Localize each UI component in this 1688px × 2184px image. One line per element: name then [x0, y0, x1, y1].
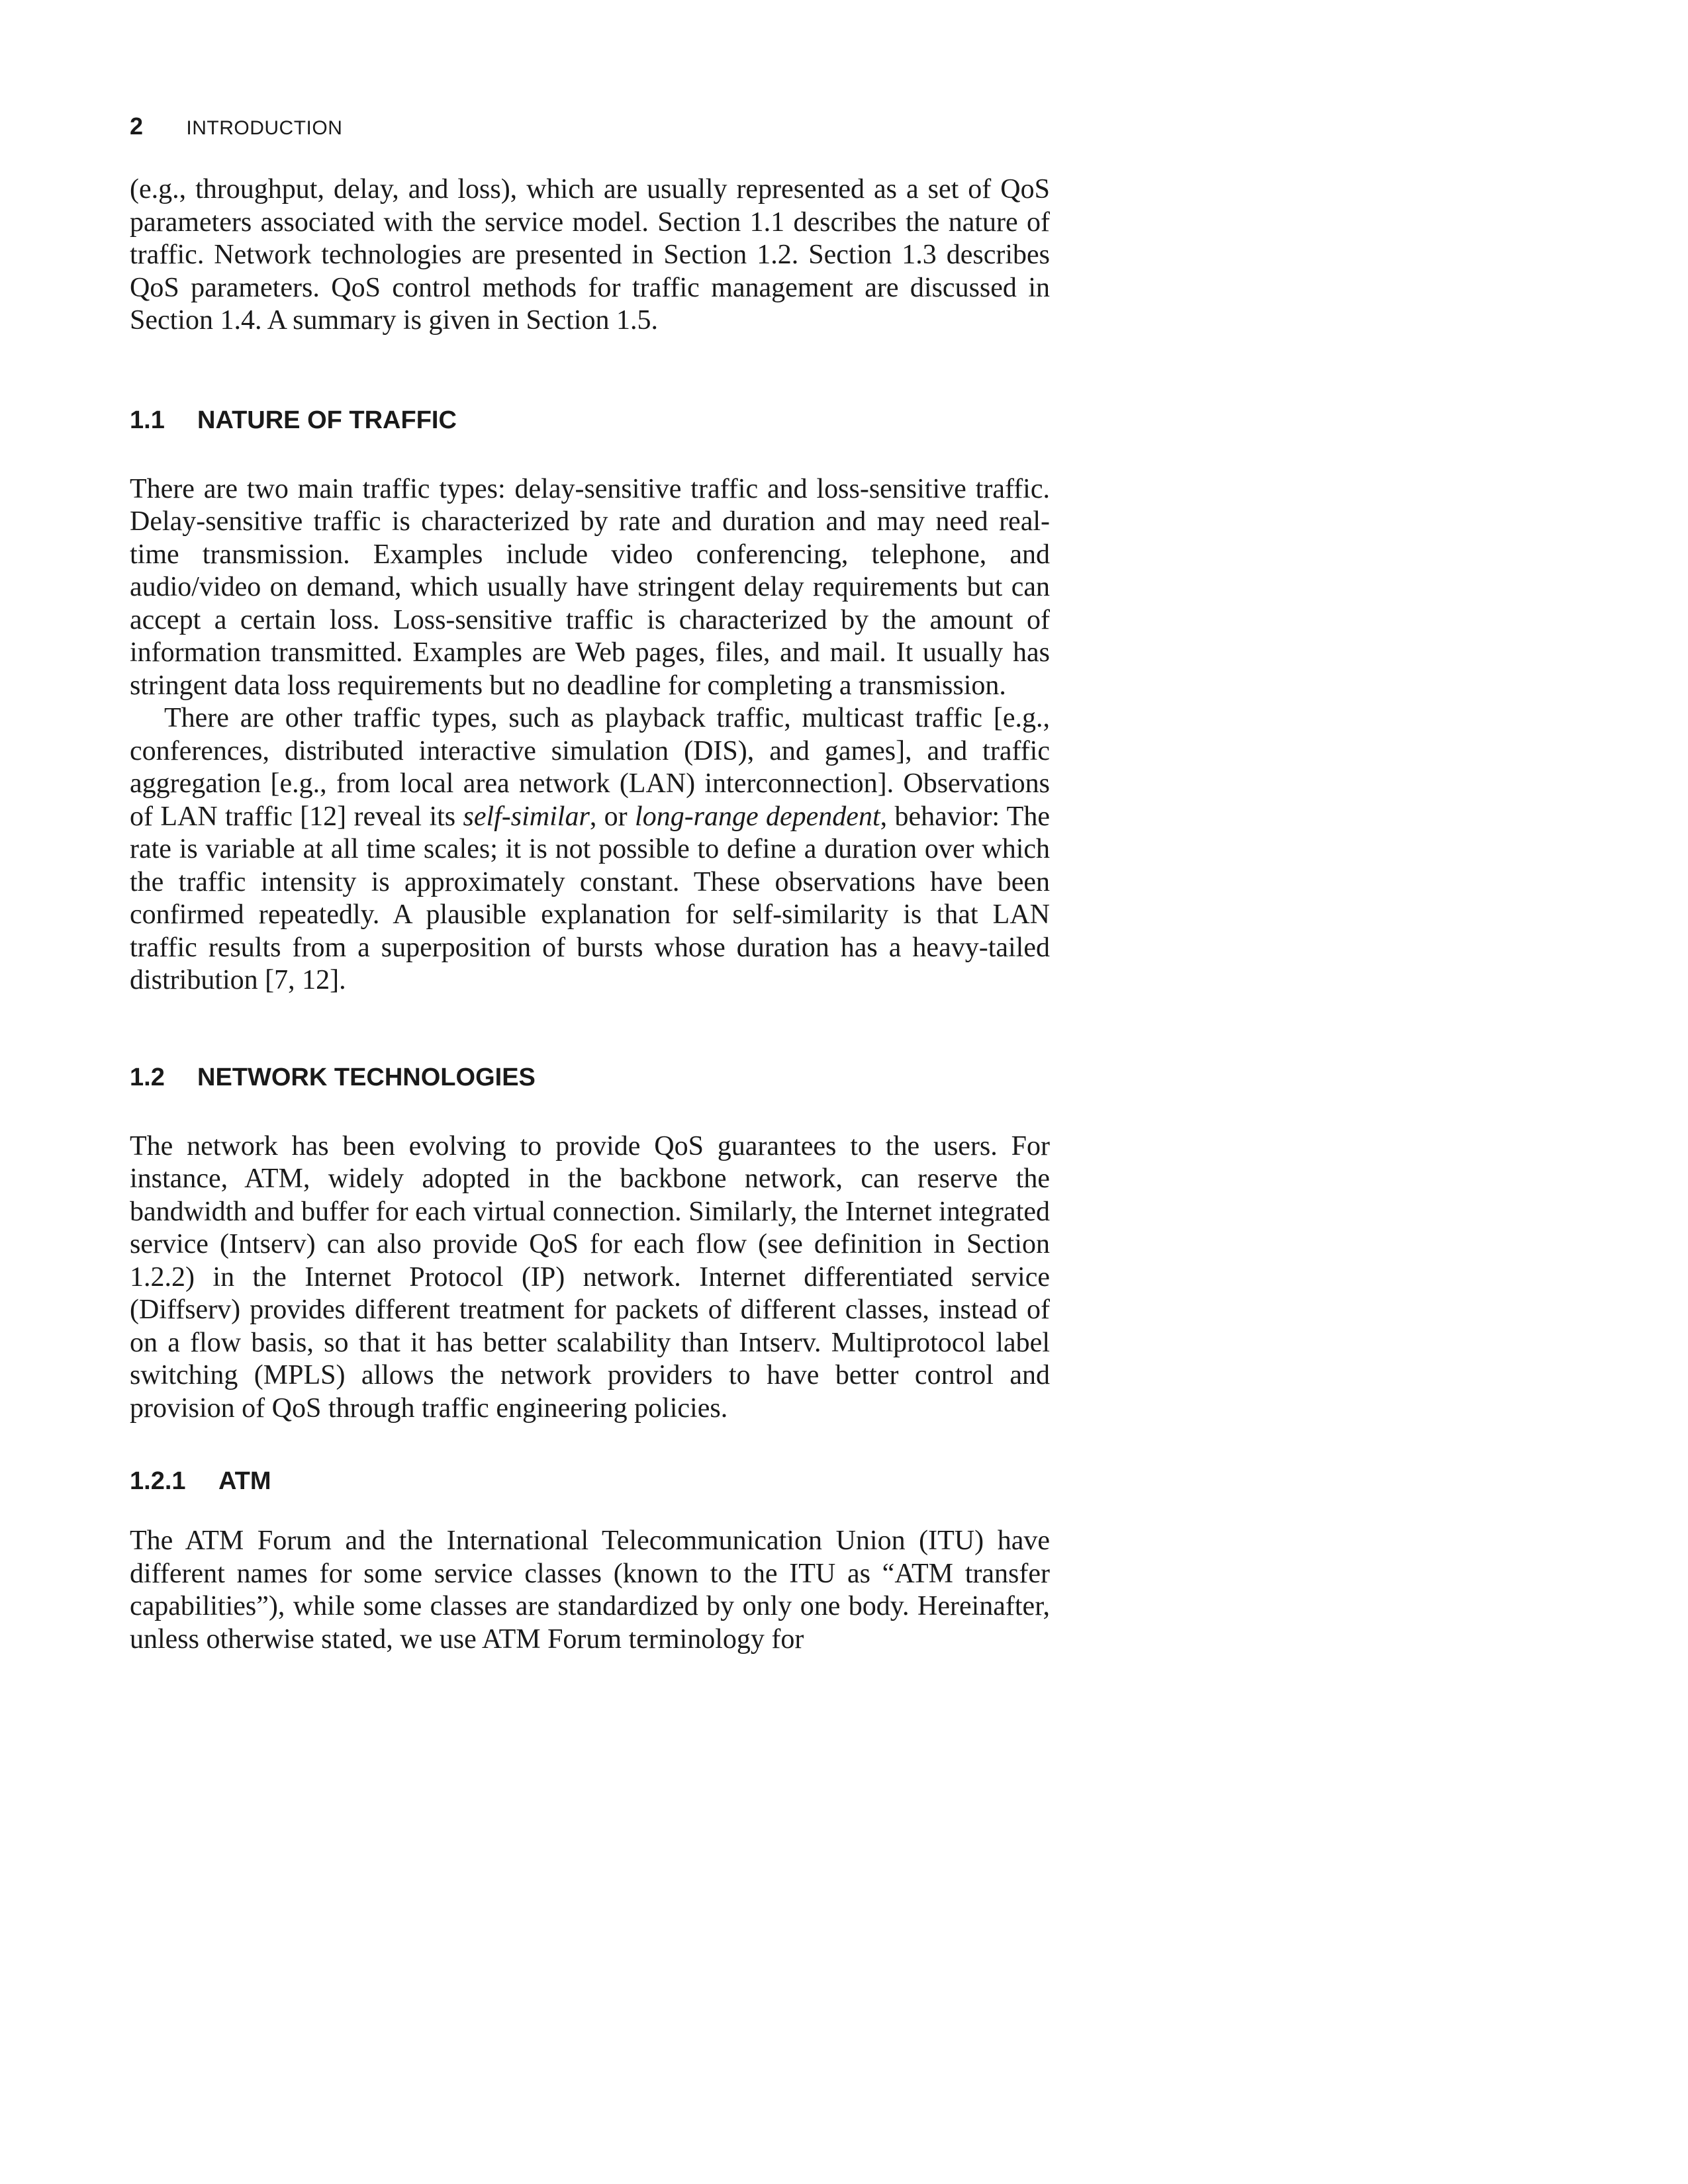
section-title: ATM: [218, 1467, 271, 1495]
other-traffic-paragraph: [130, 702, 1050, 997]
section-heading-1-2-1: [130, 1467, 1050, 1496]
emphasis-self-similar: self-similar: [463, 801, 590, 832]
atm-paragraph: The ATM Forum and the International Telecommunication Union (ITU) have different names for some service classes (known to the ITU as “ATM transfer capabilities”), while some classes are standardized by only one body. Hereinafter, unless otherwise stated, we use ATM Forum terminology for: [130, 1525, 1050, 1655]
page-body: [130, 173, 1050, 1656]
page-number: 2: [130, 113, 144, 140]
text-run: , behavior: The rate is variable at all time scales; it is not possible to define a duration over which the traffic intensity is approximately constant. These observations have been confirmed repeatedly. A plausible explanation for self-similarity is that LAN traffic results from a superposition of bursts whose duration has a heavy-tailed distribution [7, 12].: [130, 801, 1050, 995]
running-title: INTRODUCTION: [186, 117, 343, 139]
section-heading-1-2: [130, 1064, 1050, 1092]
section-number: 1.2.1: [130, 1467, 186, 1495]
section-title: NATURE OF TRAFFIC: [197, 406, 457, 434]
text-run: There are other traffic types, such as playback traffic, multicast traffic [e.g., conferences, distributed interactive simulation (DIS), and games], and traffic aggregation [e.g., from local area network (LAN) interconnection]. Observations of LAN traffic [12] reveal its: [130, 703, 1050, 832]
emphasis-long-range-dependent: long-range dependent: [635, 801, 880, 832]
section-heading-1-1: [130, 406, 1050, 435]
section-title: NETWORK TECHNOLOGIES: [197, 1063, 536, 1091]
intro-paragraph: (e.g., throughput, delay, and loss), which are usually represented as a set of QoS parameters associated with the service model. Section 1.1 describes the nature of traffic. Network technologies are presented in Section 1.2. Section 1.3 describes QoS parameters. QoS control methods for traffic management are discussed in Section 1.4. A summary is given in Section 1.5.: [130, 174, 1050, 336]
section-number: 1.1: [130, 406, 165, 434]
running-head: [130, 113, 342, 140]
network-technologies-paragraph: The network has been evolving to provide QoS guarantees to the users. For instance, ATM, widely adopted in the backbone network, can reserve the bandwidth and buffer for each virtual connection. Similarly, the Internet integrated service (Intserv) can also provide QoS for each flow (see definition in Section 1.2.2) in the Internet Protocol (IP) network. Internet differentiated service (Diffserv) provides different treatment for packets of different classes, instead of on a flow basis, so that it has better scalability than Intserv. Multiprotocol label switching (MPLS) allows the network providers to have better control and provision of QoS through traffic engineering policies.: [130, 1130, 1050, 1424]
text-run: , or: [589, 801, 635, 832]
section-number: 1.2: [130, 1063, 165, 1091]
traffic-types-paragraph: There are two main traffic types: delay-sensitive traffic and loss-sensitive traffic. Delay-sensitive traffic is characterized by rate and duration and may need real-time transmission. Examples include video conferencing, telephone, and audio/video on demand, which usually have stringent delay requirements but can accept a certain loss. Loss-sensitive traffic is characterized by the amount of information transmitted. Examples are Web pages, files, and mail. It usually has stringent data loss requirements but no deadline for completing a transmission.: [130, 473, 1050, 701]
